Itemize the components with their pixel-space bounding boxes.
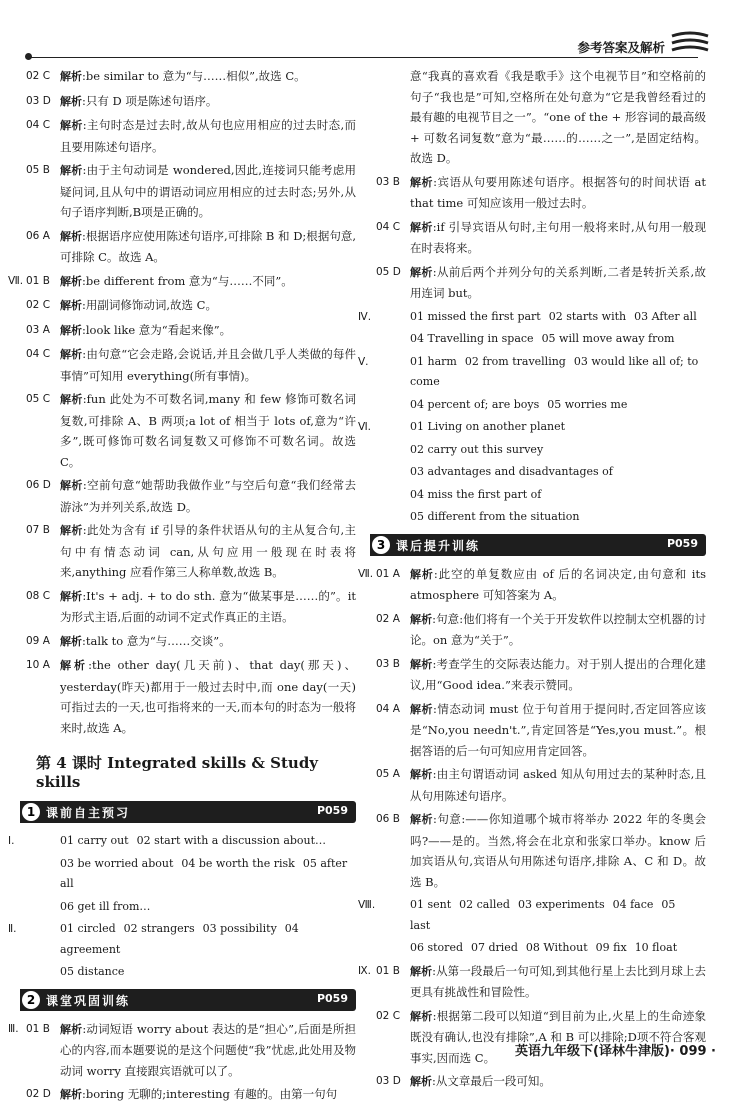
answer-entry xyxy=(26,344,356,386)
question-number: 01 A xyxy=(376,567,400,580)
analysis-label: 解析 xyxy=(60,70,82,83)
analysis-label: 解析 xyxy=(60,299,82,312)
analysis-text: :动词短语 worry about 表达的是“担心”,后面是所担心的内容,而本题要说的是这个问题使“我”忧虑,此处用及物动词 worry 直接跟宾语就可以了。 xyxy=(60,1021,357,1078)
analysis-label: 解析 xyxy=(410,220,433,234)
answer-item: 06 stored xyxy=(410,941,463,954)
answer-item: 04 face xyxy=(612,898,654,911)
analysis-label: 解析 xyxy=(60,479,83,492)
analysis-text: :从前后两个并列分句的关系判断,二者是转折关系,故用连词 but。 xyxy=(410,264,707,300)
analysis-label: 解析 xyxy=(60,164,83,177)
analysis-text: :the other day(几天前)、that day(那天)、yesterday(昨天)都用于一般过去时中,而 one day(一天)可指过去的一天,也可指将来的一天,而本句的时态为一般将来时,故选 A。 xyxy=(60,658,356,735)
section-badge: 3 xyxy=(372,536,390,554)
question-number: 03 D xyxy=(26,94,51,107)
analysis-label: 解析 xyxy=(60,634,82,648)
analysis-text: :look like 意为“看起来像”。 xyxy=(82,322,232,337)
answer-entry xyxy=(376,809,706,892)
answer-item: 04 percent of; are boys xyxy=(410,397,540,411)
question-number: 03 B xyxy=(376,175,400,188)
answer-item: 01 sent xyxy=(410,898,452,911)
section-page-code: P059 xyxy=(316,991,348,1005)
question-number: 05 D xyxy=(376,265,401,278)
section-title: 课堂巩固训练 xyxy=(46,993,131,1008)
lesson-title: 第 4 课时 Integrated skills & Study skills xyxy=(36,754,319,791)
answer-item: 02 start with a discussion about… xyxy=(136,834,327,847)
analysis-text: :由主句谓语动词 asked 知从句用过去的某种时态,且从句用陈述句语序。 xyxy=(410,767,707,803)
answer-entry xyxy=(26,226,356,268)
answer-row xyxy=(376,462,706,483)
analysis-label: 解析 xyxy=(410,265,433,279)
answer-item: 04 miss the first part of xyxy=(410,487,542,501)
analysis-label: 解析 xyxy=(60,589,83,603)
answer-item: 05 distance xyxy=(60,965,125,978)
answer-entry xyxy=(26,320,356,342)
answer-entry xyxy=(26,66,356,88)
analysis-text: :It's + adj. + to do sth. 意为“做某事是……的”。it 为形式主语,后面的动词不定式作真正的主语。 xyxy=(60,588,356,624)
section-number: Ⅴ. xyxy=(358,355,369,368)
question-number: 02 C xyxy=(26,70,51,82)
answer-entry xyxy=(26,295,356,317)
answer-row xyxy=(358,307,706,328)
answer-entry xyxy=(26,160,356,223)
analysis-text: :空前句意“她帮助我做作业”与空后句意“我们经常去游泳”为并列关系,故选 D。 xyxy=(60,478,357,514)
answer-row xyxy=(376,395,706,416)
answer-item: 03 would like all of; to come xyxy=(410,354,699,388)
answer-item: 07 dried xyxy=(471,941,518,954)
answer-item: 05 last xyxy=(410,898,676,932)
analysis-text: :只有 D 项是陈述句语序。 xyxy=(82,93,218,108)
question-number: 01 B xyxy=(376,964,400,977)
answer-item: 02 from travelling xyxy=(464,354,566,368)
answer-item: 05 after all xyxy=(60,856,348,890)
section-title: 课后提升训练 xyxy=(396,538,481,553)
section-number: Ⅸ. xyxy=(358,964,371,977)
section-number: Ⅳ. xyxy=(358,310,372,323)
answer-row xyxy=(8,831,356,852)
analysis-label: 解析 xyxy=(410,1009,433,1023)
section-bar-improvement xyxy=(370,534,706,556)
answer-item: 01 Living on another planet xyxy=(410,420,566,433)
answer-entry xyxy=(26,1084,356,1106)
question-number: 03 D xyxy=(376,1075,401,1087)
question-number: 04 C xyxy=(376,220,401,233)
question-number: 05 C xyxy=(26,393,51,405)
question-number: 09 A xyxy=(26,634,50,647)
answer-item: 02 carry out this survey xyxy=(410,442,544,456)
analysis-text: :fun 此处为不可数名词,many 和 few 修饰可数名词复数,可排除 A、B 两项;a lot of 相当于 lots of,意为“许多”,既可修饰可数名词复数又可修饰不可数名词。故选 C。 xyxy=(60,392,357,469)
question-number: 03 B xyxy=(376,657,400,670)
analysis-text: :be similar to 意为“与……相似”,故选 C。 xyxy=(82,69,306,83)
section-title: 课前自主预习 xyxy=(46,806,131,820)
question-number: 06 D xyxy=(26,479,51,491)
question-number: 05 B xyxy=(26,164,50,176)
answer-entry xyxy=(26,389,356,472)
analysis-text: :考查学生的交际表达能力。对于别人提出的合理化建议,用“Good idea.”来表示赞同。 xyxy=(410,656,706,692)
header-rule xyxy=(30,57,698,58)
analysis-text: :主句时态是过去时,故从句也应用相应的过去时态,而且要用陈述句语序。 xyxy=(60,118,357,154)
analysis-text: :根据第二段可以知道“到目前为止,火星上的生命迹象既没有确认,也没有排除”,A 和 B 可以排除;D项不符合客观事实,因而选 C。 xyxy=(410,1008,706,1065)
answer-item: 05 worries me xyxy=(547,397,628,411)
answer-item: 09 fix xyxy=(595,941,627,954)
answer-item: 05 different from the situation xyxy=(410,510,580,523)
answer-row xyxy=(26,854,356,895)
answer-item: 05 will move away from xyxy=(541,332,675,345)
analysis-label: 解析 xyxy=(410,702,433,716)
analysis-label: 解析 xyxy=(60,393,83,406)
analysis-label: 解析 xyxy=(410,964,433,978)
section-number: Ⅶ. xyxy=(8,274,24,287)
answer-entry xyxy=(26,91,356,113)
section-number: Ⅱ. xyxy=(8,923,17,935)
answer-entry xyxy=(376,262,706,304)
section-number: Ⅷ. xyxy=(358,899,376,911)
answer-item: 01 missed the first part xyxy=(410,309,541,323)
question-number: 10 A xyxy=(26,659,50,671)
analysis-label: 解析 xyxy=(410,813,434,826)
question-number: 02 D xyxy=(26,1088,51,1100)
analysis-label: 解析 xyxy=(60,119,83,132)
answer-entry xyxy=(26,631,356,653)
answer-item: 04 Travelling in space xyxy=(410,332,534,345)
answer-item: 02 called xyxy=(459,898,510,911)
analysis-text: :boring 无聊的;interesting 有趣的。由第一句句 xyxy=(82,1087,338,1101)
analysis-label: 解析 xyxy=(60,94,82,108)
question-number: 06 A xyxy=(26,229,50,242)
answer-row xyxy=(358,352,706,393)
answer-item: 03 be worried about xyxy=(60,856,174,870)
question-number: 02 A xyxy=(376,612,400,625)
answer-entry xyxy=(376,654,706,696)
answer-entry xyxy=(358,961,707,1003)
analysis-text: :宾语从句要用陈述句语序。根据答句的时间状语 at that time 可知应该用一般过去时。 xyxy=(410,174,707,210)
analysis-label: 解析 xyxy=(60,348,83,361)
right-column xyxy=(358,66,707,1096)
question-number: 04 C xyxy=(26,348,51,360)
page-header xyxy=(0,0,750,64)
question-number: 04 C xyxy=(26,119,51,131)
answer-entry xyxy=(26,586,356,628)
section-bar-consolidation xyxy=(20,989,356,1011)
question-number: 07 B xyxy=(26,524,50,536)
answer-entry xyxy=(358,564,706,606)
answer-entry xyxy=(376,172,706,214)
answer-row xyxy=(8,919,356,960)
answer-entry xyxy=(376,699,706,762)
answer-entry xyxy=(26,655,356,738)
section-number: Ⅰ. xyxy=(8,835,15,847)
analysis-text: :be different from 意为“与……不同”。 xyxy=(82,273,293,288)
section-number: Ⅲ. xyxy=(8,1022,19,1035)
analysis-text: :句意:——你知道哪个城市将举办 2022 年的冬奥会吗?——是的。当然,将会在北京和张家口举办。know 后加宾语从句,宾语从句用陈述句语序,排除 A、C 和 D。故选 B。 xyxy=(410,812,706,889)
analysis-text: :从第一段最后一句可知,到其他行星上去比到月球上去更具有挑战性和冒险性。 xyxy=(410,963,707,999)
answer-item: 01 circled xyxy=(60,922,116,935)
page-footer: 英语九年级下(译林牛津版)· 099 · xyxy=(515,1044,716,1059)
answer-item: 04 be worth the risk xyxy=(181,856,295,870)
answer-item: 06 get ill from… xyxy=(60,899,151,913)
analysis-text: :从文章最后一段可知。 xyxy=(432,1074,551,1088)
answer-entry xyxy=(26,475,356,517)
answer-entry xyxy=(376,609,706,651)
question-number: 05 A xyxy=(376,768,400,780)
answer-item: 03 After all xyxy=(634,309,697,323)
section-badge: 1 xyxy=(22,803,40,821)
analysis-label: 解析 xyxy=(410,768,433,781)
section-number: Ⅶ. xyxy=(358,567,374,580)
analysis-label: 解析 xyxy=(60,1022,83,1036)
answer-row xyxy=(376,440,706,461)
question-number: 01 B xyxy=(26,1022,50,1035)
section-bar-preview xyxy=(20,801,356,823)
section-number: Ⅵ. xyxy=(358,421,372,433)
question-number: 04 A xyxy=(376,702,400,715)
analysis-label: 解析 xyxy=(410,175,434,189)
answer-entry xyxy=(26,520,356,583)
answer-item: 02 strangers xyxy=(123,922,195,935)
answer-item: 04 agreement xyxy=(60,922,299,956)
answer-item: 01 carry out xyxy=(60,834,129,847)
analysis-text: :情态动词 must 位于句首用于提问时,否定回答应该是“No,you needn't.”,肯定回答是“Yes,you must.”。根据答语的后一句可知应用肯定回答。 xyxy=(410,701,706,758)
question-number: 02 C xyxy=(376,1009,401,1022)
answer-row xyxy=(26,962,356,983)
answer-item: 02 starts with xyxy=(548,309,627,323)
header-title: 参考答案及解析 xyxy=(577,40,665,55)
book-stack-icon xyxy=(670,30,710,58)
answer-item: 08 Without xyxy=(525,941,588,954)
answer-row xyxy=(376,938,706,959)
answer-item: 10 float xyxy=(634,941,678,954)
answer-row xyxy=(376,329,706,350)
question-number: 03 A xyxy=(26,323,50,336)
analysis-label: 解析 xyxy=(410,567,434,581)
analysis-text: :用副词修饰动词,故选 C。 xyxy=(82,298,217,312)
analysis-text: :此空的单复数应由 of 后的名词决定,由句意和 its atmosphere 可知答案为 A。 xyxy=(410,566,706,602)
answer-row xyxy=(376,507,706,528)
question-number: 06 B xyxy=(376,813,400,825)
question-number: 08 C xyxy=(26,589,51,602)
answer-entry xyxy=(376,1071,706,1093)
answer-entry xyxy=(8,1019,357,1082)
analysis-label: 解析 xyxy=(60,1088,82,1101)
analysis-label: 解析 xyxy=(410,657,433,671)
answer-entry xyxy=(376,217,706,259)
analysis-label: 解析 xyxy=(60,274,82,288)
answer-item: 03 advantages and disadvantages of xyxy=(410,465,613,478)
analysis-text: :if 引导宾语从句时,主句用一般将来时,从句用一般现在时表将来。 xyxy=(410,219,706,255)
answer-item: 03 experiments xyxy=(517,898,605,911)
answer-item: 01 harm xyxy=(410,354,457,368)
question-number: 02 C xyxy=(26,299,51,311)
analysis-label: 解析 xyxy=(410,612,433,626)
section-page-code: P059 xyxy=(316,804,348,817)
analysis-text: :由句意“它会走路,会说话,并且会做几乎人类做的每件事情”可知用 everything(所有事情)。 xyxy=(60,347,357,383)
section-badge: 2 xyxy=(22,991,40,1009)
analysis-label: 解析 xyxy=(60,229,83,243)
answer-entry xyxy=(8,271,356,293)
analysis-label: 解析 xyxy=(60,323,82,337)
section-page-code: P059 xyxy=(666,536,698,550)
answer-item: 03 possibility xyxy=(202,922,277,935)
analysis-text: :此处为含有 if 引导的条件状语从句的主从复合句,主句中有情态动词 can,从句应用一般现在时表将来,anything 应看作第三人称单数,故选 B。 xyxy=(60,523,356,579)
analysis-text: :句意:他们将有一个关于开发软件以控制太空机器的讨论。on 意为“关于”。 xyxy=(410,611,707,647)
answer-entry xyxy=(26,115,356,157)
analysis-text: :根据语序应使用陈述句语序,可排除 B 和 D;根据句意,可排除 C。故选 A。 xyxy=(60,228,357,264)
answer-row xyxy=(26,897,356,918)
answer-row xyxy=(376,485,706,506)
analysis-text: :由于主句动词是 wondered,因此,连接词只能考虑用疑问词,且从句中的谓语动词应用相应的过去时态;另外,从句子语序判断,B项是正确的。 xyxy=(60,163,356,219)
analysis-text: :talk to 意为“与……交谈”。 xyxy=(82,633,231,648)
answer-continuation: 意“我真的喜欢看《我是歌手》这个电视节目”和空格前的句子“我也是”可知,空格所在处句意为“它是我曾经看过的最有趣的电视节目之一”。“one of the + 形容词的最高级 + 可数名词复数”意为“最……的……之一”,是固定结构。故选 D。 xyxy=(410,69,706,165)
answer-entry xyxy=(376,764,706,806)
left-column xyxy=(8,66,357,1109)
analysis-label: 解析 xyxy=(60,659,89,672)
analysis-label: 解析 xyxy=(60,524,83,537)
question-number: 01 B xyxy=(26,274,50,287)
analysis-label: 解析 xyxy=(410,1075,432,1088)
answer-row xyxy=(358,417,706,438)
answer-row xyxy=(358,895,706,936)
